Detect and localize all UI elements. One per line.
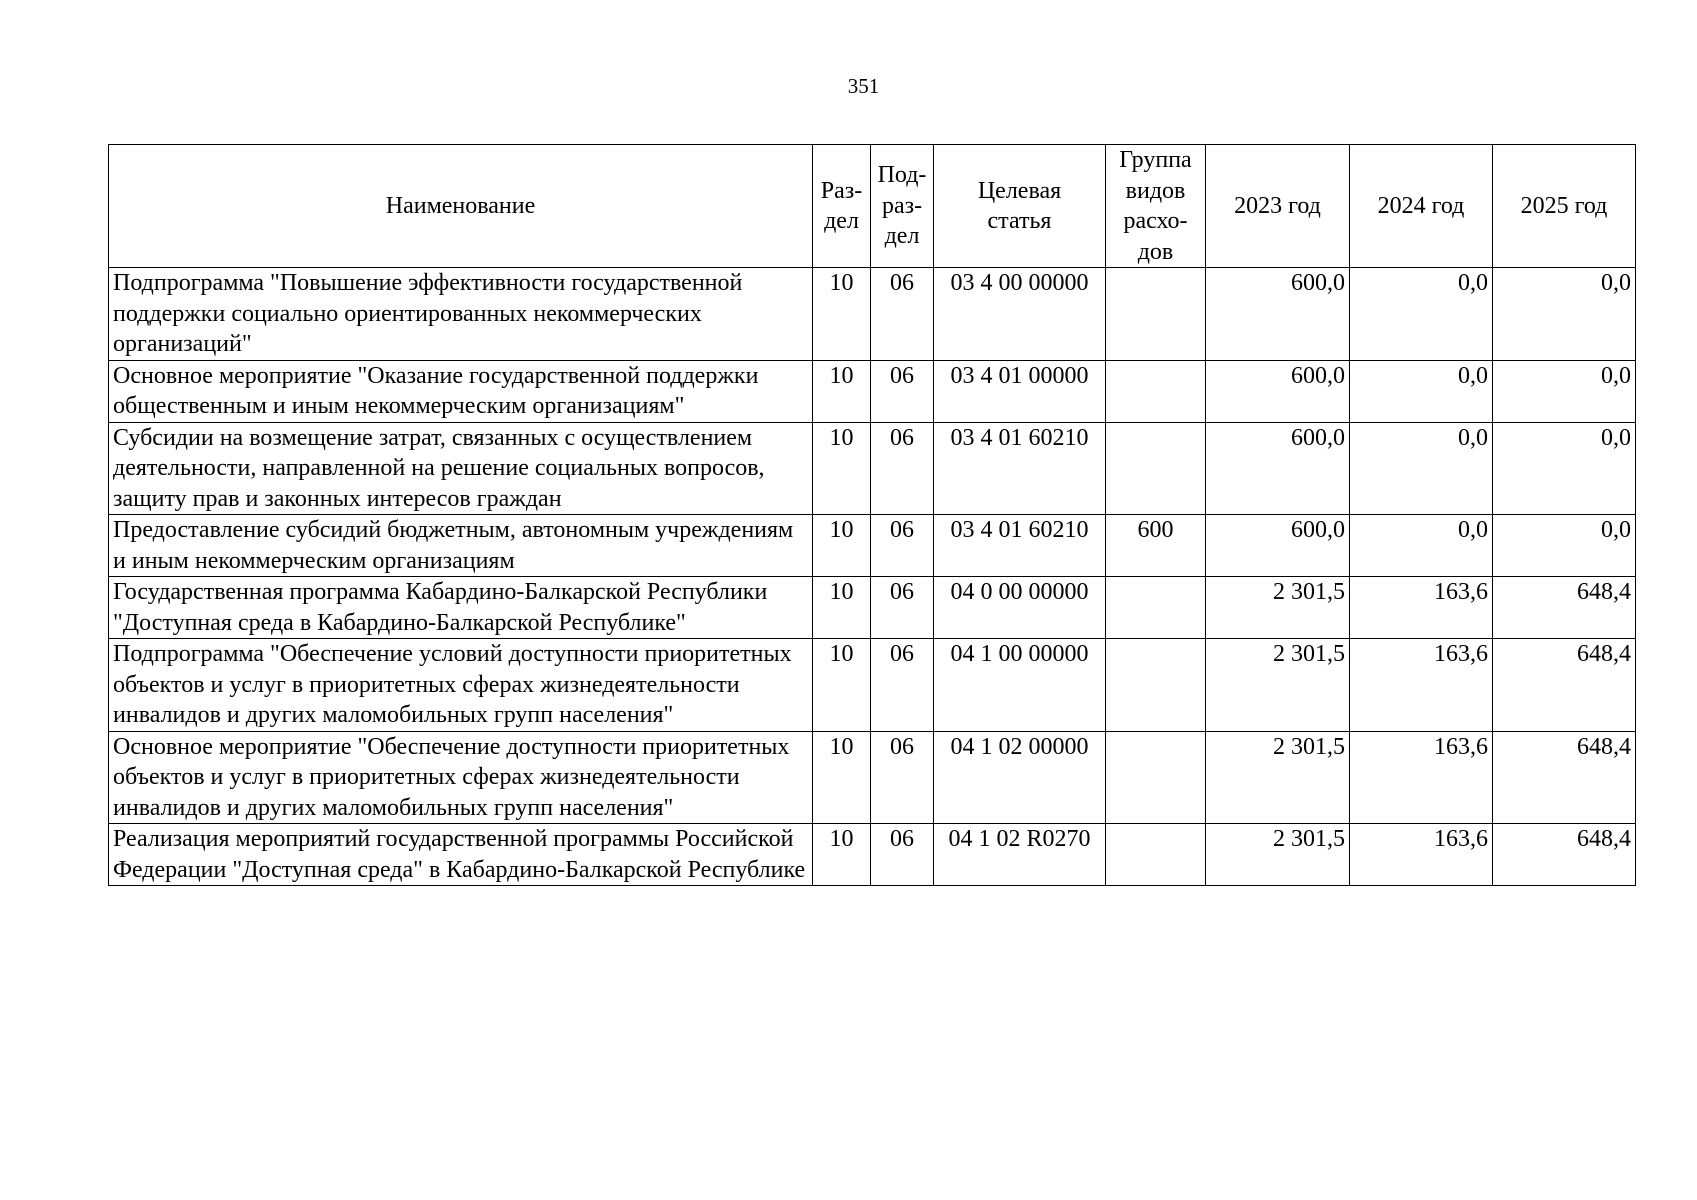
row-2024: 0,0 xyxy=(1350,268,1493,361)
row-name: Основное мероприятие "Оказание государственной поддержки общественным и иным некоммерческим организациям" xyxy=(109,360,813,422)
row-name: Основное мероприятие "Обеспечение доступности приоритетных объектов и услуг в приоритетных сферах жизнедеятельности инвалидов и других маломобильных групп населения" xyxy=(109,731,813,824)
header-group xyxy=(1106,145,1206,268)
row-podrazdel: 06 xyxy=(871,422,934,515)
row-razdel: 10 xyxy=(813,268,871,361)
row-name: Подпрограмма "Обеспечение условий доступности приоритетных объектов и услуг в приоритетных сферах жизнедеятельности инвалидов и других маломобильных групп населения" xyxy=(109,639,813,732)
row-target: 03 4 01 00000 xyxy=(934,360,1106,422)
header-target xyxy=(934,145,1106,268)
row-group xyxy=(1106,360,1206,422)
row-group xyxy=(1106,577,1206,639)
row-target: 04 1 02 00000 xyxy=(934,731,1106,824)
header-2025: 2025 год xyxy=(1493,145,1636,268)
row-2023: 2 301,5 xyxy=(1206,639,1350,732)
row-group: 600 xyxy=(1106,515,1206,577)
row-2023: 600,0 xyxy=(1206,515,1350,577)
header-podrazdel-line: раз- xyxy=(881,192,923,219)
table-row xyxy=(109,360,1636,422)
header-group-line: Группа xyxy=(1119,147,1192,173)
header-razdel-line: дел xyxy=(824,208,859,234)
row-target: 04 0 00 00000 xyxy=(934,577,1106,639)
row-podrazdel: 06 xyxy=(871,515,934,577)
row-name: Предоставление субсидий бюджетным, автономным учреждениям и иным некоммерческим организациям xyxy=(109,515,813,577)
row-razdel: 10 xyxy=(813,515,871,577)
header-target-line: статья xyxy=(987,208,1052,234)
row-2023: 2 301,5 xyxy=(1206,577,1350,639)
table-row xyxy=(109,422,1636,515)
row-podrazdel: 06 xyxy=(871,577,934,639)
row-2023: 600,0 xyxy=(1206,422,1350,515)
row-2024: 0,0 xyxy=(1350,515,1493,577)
row-name: Государственная программа Кабардино-Балкарской Республики "Доступная среда в Кабардино-Балкарской Республике" xyxy=(109,577,813,639)
row-podrazdel: 06 xyxy=(871,360,934,422)
header-name: Наименование xyxy=(109,145,813,268)
row-target: 04 1 00 00000 xyxy=(934,639,1106,732)
row-2024: 163,6 xyxy=(1350,577,1493,639)
table-header xyxy=(109,145,1636,268)
row-target: 04 1 02 R0270 xyxy=(934,824,1106,886)
row-podrazdel: 06 xyxy=(871,268,934,361)
row-podrazdel: 06 xyxy=(871,731,934,824)
header-group-line: расхо- xyxy=(1123,208,1188,234)
header-2024: 2024 год xyxy=(1350,145,1493,268)
row-2025: 648,4 xyxy=(1493,639,1636,732)
row-2024: 0,0 xyxy=(1350,360,1493,422)
header-razdel-line: Раз- xyxy=(820,177,863,204)
row-2023: 2 301,5 xyxy=(1206,731,1350,824)
row-target: 03 4 00 00000 xyxy=(934,268,1106,361)
row-2024: 163,6 xyxy=(1350,731,1493,824)
row-2025: 648,4 xyxy=(1493,824,1636,886)
row-name: Субсидии на возмещение затрат, связанных с осуществлением деятельности, направленной на решение социальных вопросов, защиту прав и законных интересов граждан xyxy=(109,422,813,515)
row-name: Подпрограмма "Повышение эффективности государственной поддержки социально ориентированных некоммерческих организаций" xyxy=(109,268,813,361)
row-2025: 0,0 xyxy=(1493,360,1636,422)
table-row xyxy=(109,731,1636,824)
row-2024: 163,6 xyxy=(1350,824,1493,886)
row-2025: 0,0 xyxy=(1493,268,1636,361)
header-group-line: дов xyxy=(1137,238,1174,265)
row-name: Реализация мероприятий государственной программы Российской Федерации "Доступная среда" в Кабардино-Балкарской Республике xyxy=(109,824,813,886)
header-podrazdel-line: дел xyxy=(884,223,920,250)
row-2023: 600,0 xyxy=(1206,268,1350,361)
header-podrazdel-line: Под- xyxy=(877,162,927,189)
table-row xyxy=(109,268,1636,361)
header-2023: 2023 год xyxy=(1206,145,1350,268)
row-2025: 648,4 xyxy=(1493,577,1636,639)
row-group xyxy=(1106,824,1206,886)
row-razdel: 10 xyxy=(813,731,871,824)
row-group xyxy=(1106,422,1206,515)
row-target: 03 4 01 60210 xyxy=(934,515,1106,577)
row-group xyxy=(1106,731,1206,824)
table-row xyxy=(109,577,1636,639)
row-razdel: 10 xyxy=(813,360,871,422)
header-podrazdel xyxy=(871,145,934,268)
page-number: 351 xyxy=(847,74,880,98)
table-row xyxy=(109,515,1636,577)
row-2024: 0,0 xyxy=(1350,422,1493,515)
row-razdel: 10 xyxy=(813,577,871,639)
row-podrazdel: 06 xyxy=(871,639,934,732)
row-2025: 648,4 xyxy=(1493,731,1636,824)
row-razdel: 10 xyxy=(813,422,871,515)
row-2024: 163,6 xyxy=(1350,639,1493,732)
row-razdel: 10 xyxy=(813,824,871,886)
header-target-line: Целевая xyxy=(977,177,1062,204)
row-2025: 0,0 xyxy=(1493,422,1636,515)
row-2023: 600,0 xyxy=(1206,360,1350,422)
row-2025: 0,0 xyxy=(1493,515,1636,577)
row-group xyxy=(1106,268,1206,361)
row-podrazdel: 06 xyxy=(871,824,934,886)
row-razdel: 10 xyxy=(813,639,871,732)
table-row xyxy=(109,824,1636,886)
header-group-line: видов xyxy=(1125,177,1186,204)
budget-table xyxy=(108,144,1636,886)
row-2023: 2 301,5 xyxy=(1206,824,1350,886)
row-group xyxy=(1106,639,1206,732)
row-target: 03 4 01 60210 xyxy=(934,422,1106,515)
header-razdel xyxy=(813,145,871,268)
table-row xyxy=(109,639,1636,732)
